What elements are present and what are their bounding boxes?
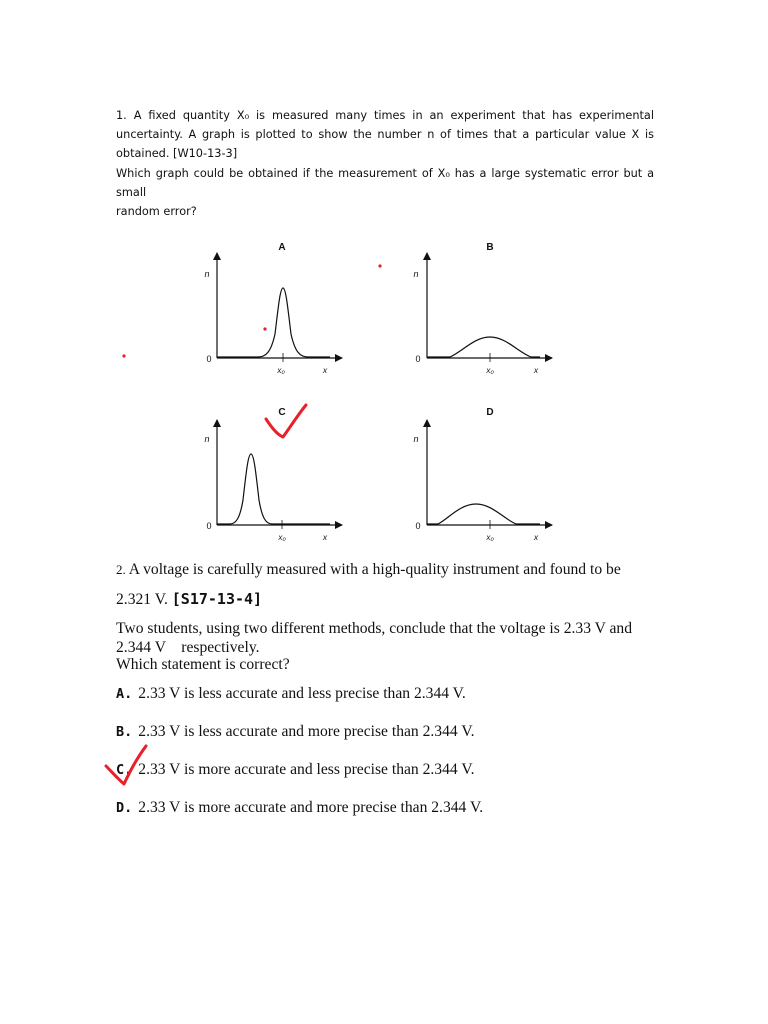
graph-c <box>204 407 342 542</box>
q1-line-5: random error? <box>116 205 197 219</box>
question-2-value: 2.321 V. <box>116 591 168 608</box>
option-b[interactable] <box>116 723 474 741</box>
graph-b <box>413 242 552 375</box>
graph-a-origin: 0 <box>206 354 212 364</box>
graph-a-x-label: x <box>322 365 328 375</box>
option-d[interactable] <box>116 799 483 817</box>
option-d-letter: D. <box>116 800 133 816</box>
q1-line-3: obtained. [W10-13-3] <box>116 147 238 161</box>
question-2-line-1 <box>116 561 656 579</box>
option-a-text: 2.33 V is less accurate and less precise than 2.344 V. <box>138 685 466 702</box>
question-2-line-3 <box>116 619 656 657</box>
graph-c-x-label: x <box>322 532 328 542</box>
q1-line-4: Which graph could be obtained if the measurement of X₀ has a large systematic error but a small <box>116 166 654 199</box>
q1-line-1: 1. A fixed quantity X₀ is measured many times in an experiment that has experimental <box>116 109 654 122</box>
option-d-text: 2.33 V is more accurate and more precise than 2.344 V. <box>138 799 484 816</box>
graph-d-x0-label: x₀ <box>486 533 494 542</box>
option-a-letter: A. <box>116 686 133 702</box>
graph-a-x0-label: x₀ <box>277 366 285 375</box>
question-2-stem: A voltage is carefully measured with a high-quality instrument and found to be <box>128 561 621 578</box>
graph-d-title: D <box>486 407 494 418</box>
graph-b-title: B <box>486 242 494 253</box>
question-2-line-2 <box>116 590 262 609</box>
question-2-context: Two students, using two different methods, conclude that the voltage is 2.33 V and <box>116 620 633 637</box>
graph-b-curve <box>427 337 540 357</box>
graph-c-title: C <box>278 407 286 418</box>
graph-a-title: A <box>278 242 286 253</box>
option-c[interactable] <box>116 761 474 779</box>
graph-c-y-label: n <box>204 434 210 444</box>
option-b-text: 2.33 V is less accurate and more precise than 2.344 V. <box>138 723 475 740</box>
graph-d-y-label: n <box>413 434 419 444</box>
question-2-number: 2. <box>116 562 126 577</box>
option-c-text: 2.33 V is more accurate and less precise than 2.344 V. <box>138 761 475 778</box>
option-c-letter: C. <box>116 762 133 778</box>
graph-d-x-label: x <box>533 532 539 542</box>
option-b-letter: B. <box>116 724 133 740</box>
question-2-prompt: Which statement is correct? <box>116 656 290 673</box>
graph-b-y-label: n <box>413 269 419 279</box>
question-2-code: [S17-13-4] <box>171 590 263 608</box>
graph-d <box>413 407 552 542</box>
graph-c-origin: 0 <box>206 521 212 531</box>
graph-b-origin: 0 <box>415 354 421 364</box>
q1-line-2: uncertainty. A graph is plotted to show the number n of times that a particular value X is <box>116 128 654 142</box>
graph-a-y-label: n <box>204 269 210 279</box>
graph-b-x-label: x <box>533 365 539 375</box>
graph-c-curve <box>217 454 330 524</box>
graph-a-curve <box>217 288 330 357</box>
question-2-context-cont: 2.344 V respectively. <box>116 639 260 656</box>
option-a[interactable] <box>116 685 466 703</box>
graph-a <box>204 242 342 375</box>
graph-d-curve <box>427 504 540 524</box>
graph-b-x0-label: x₀ <box>486 366 494 375</box>
graph-c-x0-label: x₀ <box>278 533 286 542</box>
graph-d-origin: 0 <box>415 521 421 531</box>
